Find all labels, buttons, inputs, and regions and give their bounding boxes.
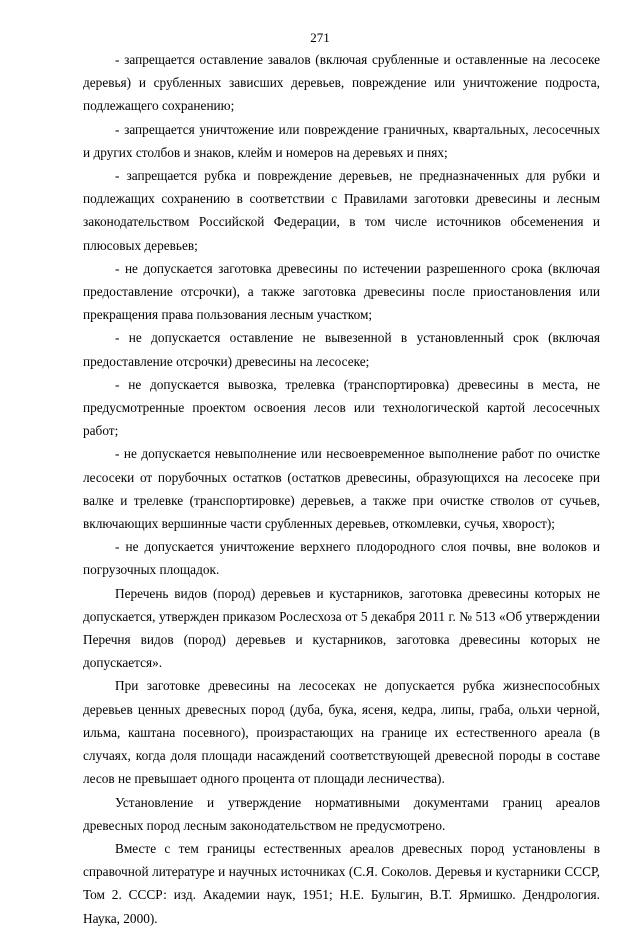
page-body bbox=[83, 48, 600, 930]
paragraph-boundary-posts-ban: - запрещается уничтожение или повреждение граничных, квартальных, лесосечных и других столбов и знаков, клейм и номеров на деревьях и пнях; bbox=[83, 121, 600, 160]
paragraph-valuable-species: При заготовке древесины на лесосеках не допускается рубка жизнеспособных деревьев ценных древесных пород (дуба, бука, ясеня, кедра, липы, граба, ольхи черной, ильма, каштана посевного), произрастающих на границе их естественного ареала (в случаях, когда доля площади насаждений соответствующей древесной породы в составе лесов не превышает одного процента от площади лесничества). bbox=[83, 678, 600, 787]
page-number: 271 bbox=[310, 30, 330, 45]
paragraph-species-list: Перечень видов (пород) деревьев и кустарников, заготовка древесины которых не допускается, утвержден приказом Рослесхоза от 5 декабря 2011 г. № 513 «Об утверждении Перечня видов (пород) деревьев и кустарников, заготовка древесины которых не допускается». bbox=[83, 585, 600, 671]
paragraph-range-boundaries: Установление и утверждение нормативными документами границ ареалов древесных пород лесным законодательством не предусмотрено. bbox=[83, 794, 600, 833]
paragraph-topsoil-ban: - не допускается уничтожение верхнего плодородного слоя почвы, вне волоков и погрузочных площадок. bbox=[83, 539, 600, 578]
paragraph-protected-trees-ban: - запрещается рубка и повреждение деревьев, не предназначенных для рубки и подлежащих сохранению в соответствии с Правилами заготовки древесины и лесным законодательством Российской Федерации, в том числе источников обсеменения и плюсовых деревьев; bbox=[83, 168, 600, 253]
paragraph-skidding-ban: - не допускается вывозка, трелевка (транспортировка) древесины в места, не предусмотренные проектом освоения лесов или технологической картой лесосечных работ; bbox=[83, 376, 600, 439]
paragraph-unremoved-timber-ban: - не допускается оставление не вывезенной в установленный срок (включая предоставление отсрочки) древесины на лесосеке; bbox=[83, 330, 600, 369]
paragraph-expired-term-ban: - не допускается заготовка древесины по истечении разрешенного срока (включая предоставление отсрочки), а также заготовка древесины после приостановления или прекращения права пользования лесным участком; bbox=[83, 260, 600, 323]
paragraph-windfall-ban: - запрещается оставление завалов (включая срубленные и оставленные на лесосеке деревья) и срубленных зависших деревьев, повреждение или уничтожение подроста, подлежащего сохранению; bbox=[83, 52, 600, 114]
paragraph-cleanup-ban: - не допускается невыполнение или несвоевременное выполнение работ по очистке лесосеки от порубочных остатков (остатков древесины, образующихся на лесосеке при валке и трелевке (транспортировке) деревьев, а также при очистке стволов от сучьев, включающих вершинные части срубленных деревьев, откомлевки, сучья, хворост); bbox=[83, 446, 600, 532]
paragraph-references: Вместе с тем границы естественных ареалов древесных пород установлены в справочной литературе и научных источниках (С.Я. Соколов. Деревья и кустарники СССР, Том 2. СССР: изд. Академии наук, 1951; Н.Е. Булыгин, В.Т. Ярмишко. Дендрология. Наука, 2000). bbox=[83, 840, 600, 926]
